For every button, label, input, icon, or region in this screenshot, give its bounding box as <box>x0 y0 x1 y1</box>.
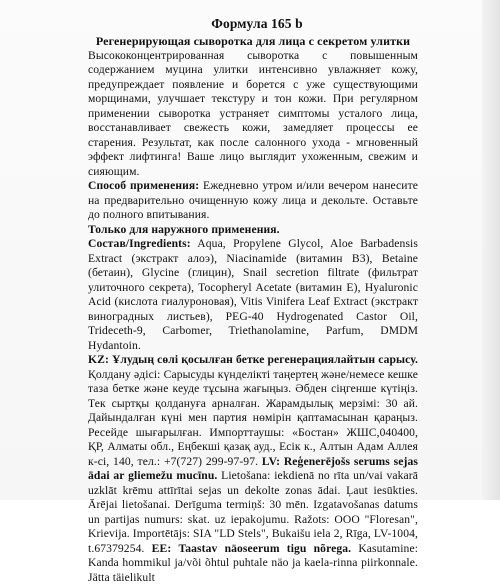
ee-text: Kasutamine: Kanda hommikul ja/või õhtul puhtale näo ja kaela-rinna piirkonnale. Jätta täielikult <box>88 541 419 584</box>
kz-title: Ұлудың сөлі қосылған бетке регенерациялайтын сарысу. <box>111 353 419 366</box>
description: Высококонцентрированная сыворотка с повышенным содержанием муцина улитки интенсивно увлажняет кожу, предупреждает появление и борется с уже существующими морщинами, улучшает текстуру и тон кожи. При регулярном применении сыворотка устраняет симптомы усталого лица, восстанавливает свежесть кожи, замедляет процессы ее старения. Результат, как после салонного ухода - мгновенный эффект лифтинга! Ваше лицо выглядит ухоженным, свежим и сияющим. <box>88 48 418 178</box>
lv-text: Lietošana: iekdienā no rīta un/vai vakarā uzklāt krēmu attīrītai sejas un dekolte zonas ādai. Ļaut iesūkties. Ārējai lietošanai. Derīguma termiņš: 30 mēn. Izgatavošanas datums un partijas numurs: skat. uz iepakojumu. Ražots: OOO "Floresan", Krievija. Importētājs: SIA "LD Stels", Bukaišu iela 2, Rīga, LV-1004, t.67379254. <box>88 469 419 555</box>
kz-label: KZ: <box>88 353 109 366</box>
external-use-note: Только для наружного применения. <box>88 222 280 236</box>
ee-title: Taastav näoseerum tigu nõrega. <box>178 541 352 555</box>
ee-label: EE: <box>151 541 172 555</box>
ingredients-label: Состав/Ingredients: <box>88 237 191 250</box>
kz-section <box>88 353 418 585</box>
lv-label: LV: <box>261 454 281 468</box>
ingredients-text: Aqua, Propylene Glycol, Aloe Barbadensis Extract (экстракт алоэ), Niacinamide (витамин В3), Betaine (бетаин), Glycine (глицин), Snail secretion filtrate (фильтрат улиточного секрета), Tocopheryl Acetate (витамин Е), Hyaluronic Acid (кислота гиалуроновая), Vitis Vinifera Leaf Extract (экстракт виноградных листьев), PEG-40 Hydrogenated Castor Oil, Trideceth-9, Carbomer, Triethanolamine, Parfum, DMDM Hydantoin. <box>88 237 418 352</box>
product-subtitle: Регенерирующая сыворотка для лица с секретом улитки <box>95 34 411 48</box>
usage-section <box>88 179 418 223</box>
product-title: Формула 165 b <box>211 16 303 31</box>
kz-text: Қолдану әдісі: Сарысуды күнделікті таңертең және/немесе кешке таза бетке және кеуде тұсына жағыңыз. Әбден сіңгенше күтіңіз. Тек сыртқы қолдануға арналған. Жарамдылық мерзімі: 30 ай. Дайындалған күні мен партия нөмірін қаптамасынан қараңыз. Ресейде шығарылған. Импорттаушы: «Бостан» ЖШС,040400, ҚР, Алматы обл., Еңбекші қазақ ауд., Есік к., Алтын Адам Аллея к-сі, 140, тел.: +7(727) 299-97-97. <box>88 367 418 468</box>
bottle-edge-shadow <box>482 0 500 500</box>
usage-text: Ежедневно утром и/или вечером нанесите на предварительно очищенную кожу лица и декольте. Оставьте до полного впитывания. <box>88 179 418 221</box>
lv-title: Reģenerējošs serums sejas ādai ar gliemežu mucīnu. <box>88 454 418 482</box>
ingredients-section <box>88 237 418 353</box>
usage-label: Способ применения: <box>88 179 200 192</box>
